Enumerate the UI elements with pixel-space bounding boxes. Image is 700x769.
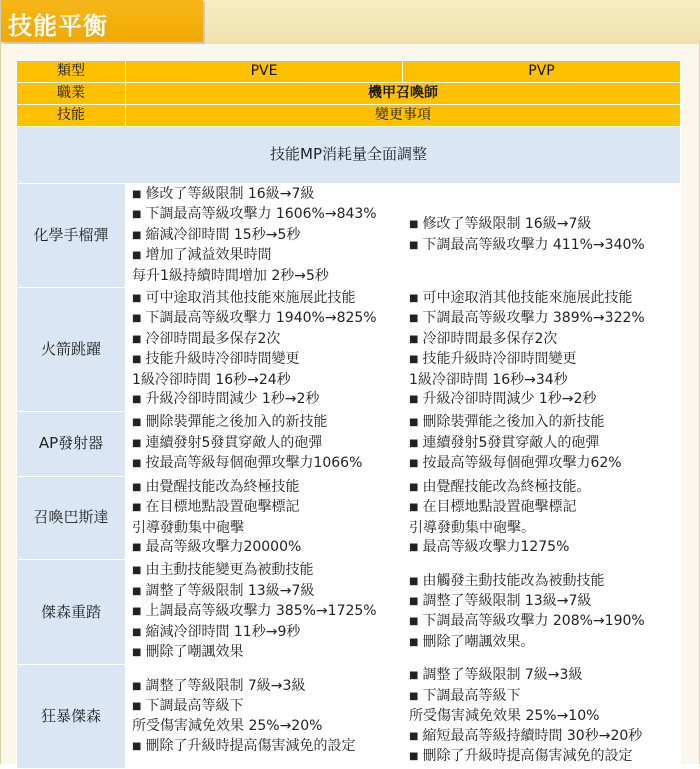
pvp-change-line: 1級冷卻時間 16秒→34秒 <box>409 371 568 388</box>
pvp-changes-cell <box>403 476 681 560</box>
pvp-change-line: ■ 可中途取消其他技能來施展此技能 <box>409 289 680 309</box>
type-label: 類型 <box>17 61 126 83</box>
skill-balance-table <box>16 60 681 769</box>
skill-name: 傑森重踏 <box>17 560 126 665</box>
header-row-skill <box>17 105 681 127</box>
pve-change-line: ■ 增加了減益效果時間 <box>132 246 402 266</box>
pve-changes-cell <box>126 184 403 288</box>
page-title-tab <box>1 0 203 42</box>
page-title: 技能平衡 <box>8 12 108 40</box>
skill-row <box>17 560 681 665</box>
pve-column-header: PVE <box>126 61 403 83</box>
pve-change-line: ■ 縮減冷卻時間 15秒→5秒 <box>132 226 402 246</box>
header-row-job <box>17 83 681 105</box>
pve-changes-cell <box>126 560 403 665</box>
skill-row <box>17 184 681 288</box>
pve-change-line: ■ 下調最高等級下 <box>132 697 402 717</box>
pvp-changes-cell <box>403 184 681 288</box>
pvp-change-line: ■ 由觸發主動技能改為被動技能 <box>409 572 680 592</box>
pvp-change-line: ■ 刪除裝彈能之後加入的新技能 <box>409 413 680 433</box>
section-row <box>17 127 681 184</box>
header-row-type <box>17 61 681 83</box>
pvp-change-line: ■ 刪除了嘲諷效果。 <box>409 633 680 653</box>
pve-change-line: ■ 刪除了升級時提高傷害減免的設定 <box>132 737 402 757</box>
skill-name: AP發射器 <box>17 412 126 476</box>
pve-changes-cell <box>126 665 403 769</box>
skill-name: 狂暴傑森 <box>17 665 126 769</box>
pve-change-line: ■ 按最高等級每個砲彈攻擊力1066% <box>132 454 402 474</box>
pvp-change-line: ■ 下調最高等級攻擊力 389%→322% <box>409 309 680 329</box>
pve-change-line: ■ 升級冷卻時間減少 1秒→2秒 <box>132 390 402 410</box>
pve-change-line: ■ 冷卻時間最多保存2次 <box>132 330 402 350</box>
pvp-change-line: ■ 按最高等級每個砲彈攻擊力62% <box>409 454 680 474</box>
pvp-change-line: 引導發動集中砲擊。 <box>409 519 535 536</box>
change-label: 變更事項 <box>126 105 681 127</box>
skill-row <box>17 476 681 560</box>
pvp-changes-cell <box>403 560 681 665</box>
pve-change-line: ■ 連續發射5發貫穿敵人的砲彈 <box>132 434 402 454</box>
pve-change-line: 每升1級持續時間增加 2秒→5秒 <box>132 267 329 284</box>
pvp-change-line: ■ 升級冷卻時間減少 1秒→2秒 <box>409 390 680 410</box>
pve-change-line: ■ 由主動技能變更為被動技能 <box>132 561 402 581</box>
pvp-column-header: PVP <box>403 61 681 83</box>
pve-change-line: ■ 調整了等級限制 7級→3級 <box>132 677 402 697</box>
skill-row <box>17 665 681 769</box>
pve-change-line: ■ 下調最高等級攻擊力 1940%→825% <box>132 309 402 329</box>
skill-name: 火箭跳躍 <box>17 288 126 412</box>
pvp-change-line: ■ 修改了等級限制 16級→7級 <box>409 215 680 235</box>
pvp-change-line: ■ 下調最高等級攻擊力 411%→340% <box>409 236 680 256</box>
pvp-changes-cell <box>403 412 681 476</box>
pvp-change-line: ■ 在目標地點設置砲擊標記 <box>409 498 680 518</box>
pvp-change-line: ■ 由覺醒技能改為終極技能。 <box>409 478 680 498</box>
pvp-change-line: ■ 連續發射5發貫穿敵人的砲彈 <box>409 434 680 454</box>
pve-changes-cell <box>126 476 403 560</box>
pvp-change-line: ■ 縮短最高等級持續時間 30秒→20秒 <box>409 727 680 747</box>
job-label: 職業 <box>17 83 126 105</box>
pve-changes-cell <box>126 288 403 412</box>
pvp-change-line: ■ 調整了等級限制 13級→7級 <box>409 592 680 612</box>
pve-change-line: ■ 縮減冷卻時間 11秒→9秒 <box>132 623 402 643</box>
pvp-change-line: ■ 冷卻時間最多保存2次 <box>409 330 680 350</box>
pve-change-line: ■ 技能升級時冷卻時間變更 <box>132 350 402 370</box>
pvp-change-line: ■ 下調最高等級攻擊力 208%→190% <box>409 612 680 632</box>
pvp-changes-cell <box>403 665 681 769</box>
pve-change-line: ■ 由覺醒技能改為終極技能 <box>132 478 402 498</box>
pvp-change-line: ■ 技能升級時冷卻時間變更 <box>409 350 680 370</box>
pvp-changes-cell <box>403 288 681 412</box>
pve-change-line: ■ 可中途取消其他技能來施展此技能 <box>132 289 402 309</box>
pvp-change-line: ■ 刪除了升級時提高傷害減免的設定 <box>409 747 680 767</box>
pve-change-line: 所受傷害減免效果 25%→20% <box>132 718 323 735</box>
section-title: 技能MP消耗量全面調整 <box>17 127 681 184</box>
pve-change-line: ■ 最高等級攻擊力20000% <box>132 538 402 558</box>
skill-name: 化學手榴彈 <box>17 184 126 288</box>
skill-row <box>17 288 681 412</box>
pve-change-line: ■ 上調最高等級攻擊力 385%→1725% <box>132 602 402 622</box>
pve-change-line: ■ 下調最高等級攻擊力 1606%→843% <box>132 205 402 225</box>
pve-change-line: 引導發動集中砲擊 <box>132 519 244 536</box>
pve-changes-cell <box>126 412 403 476</box>
skill-row <box>17 412 681 476</box>
pve-change-line: 1級冷卻時間 16秒→24秒 <box>132 371 291 388</box>
pvp-change-line: ■ 最高等級攻擊力1275% <box>409 538 680 558</box>
job-value: 機甲召喚師 <box>126 83 681 105</box>
pvp-change-line: 所受傷害減免效果 25%→10% <box>409 708 600 725</box>
pvp-change-line: ■ 下調最高等級下 <box>409 687 680 707</box>
pve-change-line: ■ 刪除了嘲諷效果 <box>132 643 402 663</box>
pve-change-line: ■ 刪除裝彈能之後加入的新技能 <box>132 413 402 433</box>
pve-change-line: ■ 在目標地點設置砲擊標記 <box>132 498 402 518</box>
skill-label: 技能 <box>17 105 126 127</box>
pvp-change-line: ■ 調整了等級限制 7級→3級 <box>409 666 680 686</box>
pve-change-line: ■ 修改了等級限制 16級→7級 <box>132 185 402 205</box>
skill-name: 召喚巴斯達 <box>17 476 126 560</box>
pve-change-line: ■ 調整了等級限制 13級→7級 <box>132 582 402 602</box>
